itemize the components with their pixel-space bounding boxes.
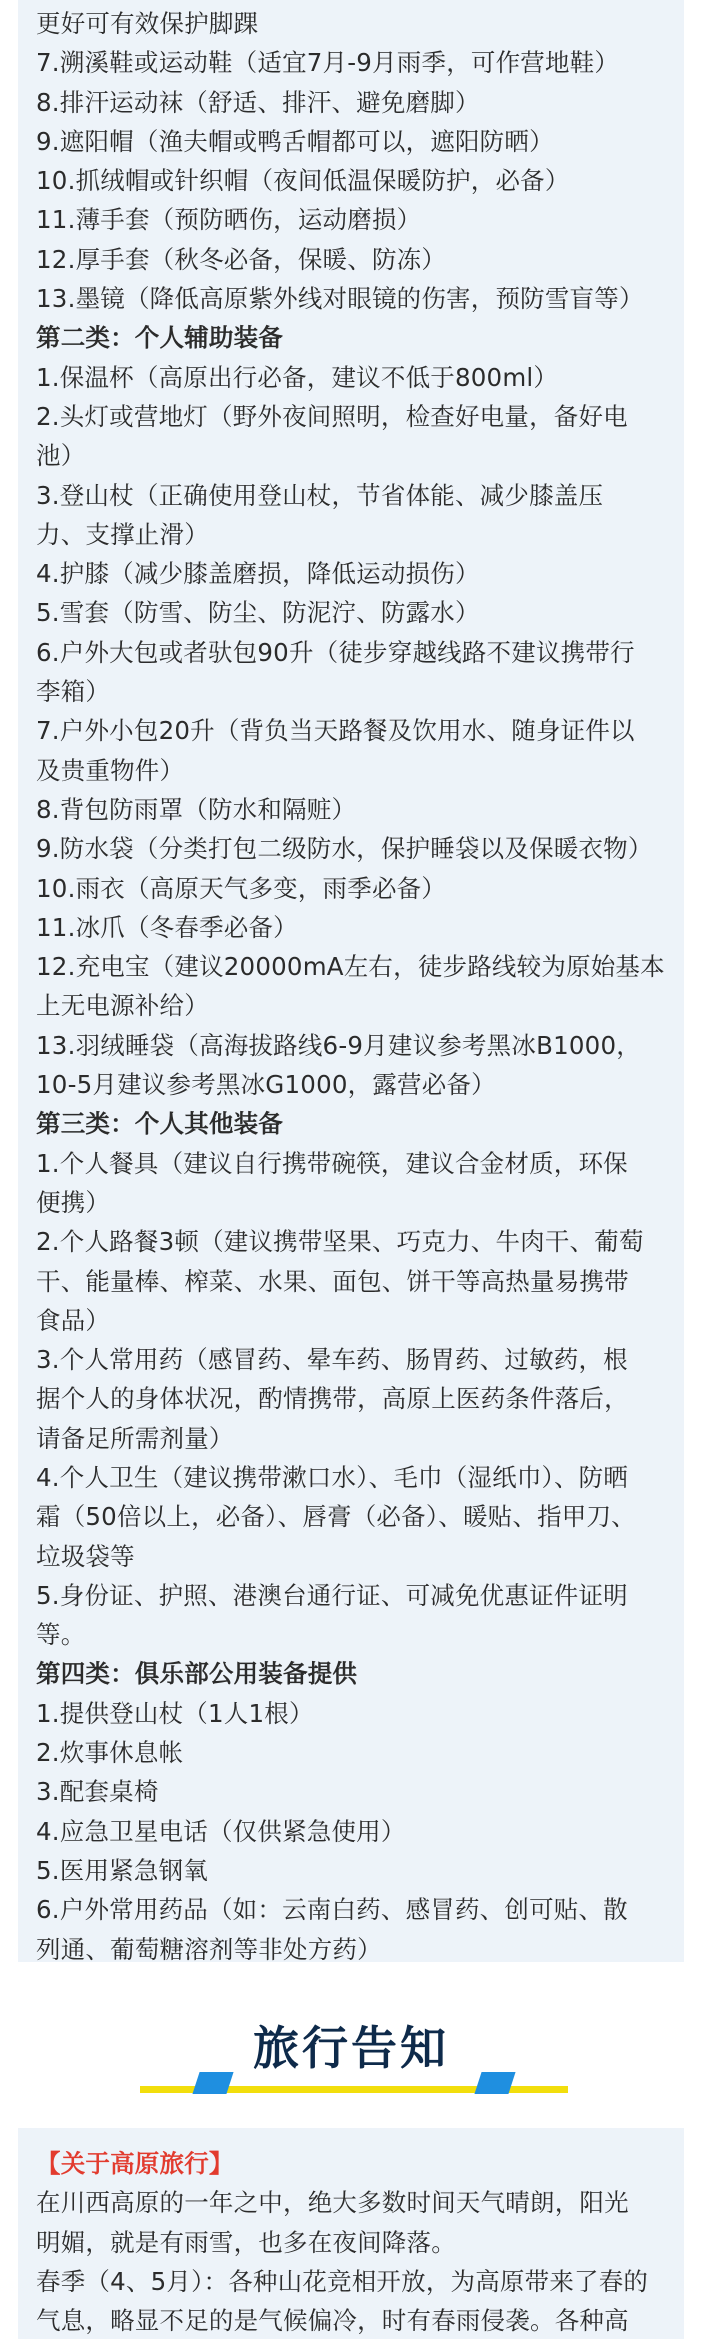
list-line: 13.羽绒睡袋（高海拔路线6-9月建议参考黑冰B1000，	[36, 1030, 641, 1060]
list-line: 8.背包防雨罩（防水和隔赃）	[36, 794, 357, 824]
list-line: 3.个人常用药（感冒药、晕车药、肠胃药、过敏药，根	[36, 1345, 628, 1375]
info-line: 气息，略显不足的是气候偏冷，时有春雨侵袭。各种高	[36, 2306, 629, 2336]
list-line: 8.排汗运动袜（舒适、排汗、避免磨脚）	[36, 87, 480, 117]
list-line: 5.医用紧急钢氧	[36, 1855, 208, 1885]
list-line: 请备足所需剂量）	[36, 1423, 234, 1453]
list-line: 4.个人卫生（建议携带漱口水）、毛巾（湿纸巾）、防晒	[36, 1462, 629, 1492]
list-line: 干、能量棒、榨菜、水果、面包、饼干等高热量易携带	[36, 1266, 629, 1296]
list-line: 霜（50倍以上，必备）、唇膏（必备）、暖贴、指甲刀、	[36, 1502, 636, 1532]
list-line: 12.充电宝（建议20000mA左右，徒步路线较为原始基本	[36, 952, 665, 982]
category-heading: 第三类：个人其他装备	[36, 1109, 283, 1139]
list-line: 1.提供登山杖（1人1根）	[36, 1698, 314, 1728]
list-line: 2.个人路餐3顿（建议携带坚果、巧克力、牛肉干、葡萄	[36, 1227, 644, 1257]
info-line: 明媚，就是有雨雪，也多在夜间降落。	[36, 2227, 456, 2257]
list-line: 力、支撑止滑）	[36, 519, 209, 549]
list-line: 等。	[36, 1620, 86, 1650]
list-line: 4.应急卫星电话（仅供紧急使用）	[36, 1816, 406, 1846]
info-line: 在川西高原的一年之中，绝大多数时间天气晴朗，阳光	[36, 2188, 629, 2218]
list-line: 11.冰爪（冬春季必备）	[36, 912, 298, 942]
list-line: 5.雪套（防雪、防尘、防泥泞、防露水）	[36, 598, 480, 628]
banner-title: 旅行告知	[253, 2021, 449, 2075]
list-line: 9.防水袋（分类打包二级防水，保护睡袋以及保暖衣物）	[36, 834, 653, 864]
list-line: 7.户外小包20升（背负当天路餐及饮用水、随身证件以	[36, 716, 635, 746]
list-line: 更好可有效保护脚踝	[36, 9, 259, 38]
list-line: 11.薄手套（预防晒伤，运动磨损）	[36, 205, 422, 235]
list-line: 3.登山杖（正确使用登山杖，节省体能、减少膝盖压	[36, 480, 604, 510]
list-line: 6.户外常用药品（如：云南白药、感冒药、创可贴、散	[36, 1895, 628, 1925]
info-list	[18, 2128, 684, 2340]
list-line: 垃圾袋等	[36, 1541, 135, 1571]
list-line: 7.溯溪鞋或运动鞋（适宜7月-9月雨季，可作营地鞋）	[36, 48, 620, 78]
list-line: 便携）	[36, 1187, 111, 1217]
list-line: 4.护膝（减少膝盖磨损，降低运动损伤）	[36, 559, 480, 589]
list-line: 1.保温杯（高原出行必备，建议不低于800ml）	[36, 362, 559, 392]
list-line: 列通、葡萄糖溶剂等非处方药）	[36, 1934, 382, 1964]
section-tag: 【关于高原旅行】	[36, 2149, 234, 2178]
list-line: 6.户外大包或者驮包90升（徒步穿越线路不建议携带行	[36, 637, 635, 667]
list-line: 13.墨镜（降低高原紫外线对眼镜的伤害，预防雪盲等）	[36, 284, 644, 314]
list-line: 2.头灯或营地灯（野外夜间照明，检查好电量，备好电	[36, 401, 628, 431]
list-line: 12.厚手套（秋冬必备，保暖、防冻）	[36, 244, 447, 274]
list-line: 10.雨衣（高原天气多变，雨季必备）	[36, 873, 447, 903]
list-line: 5.身份证、护照、港澳台通行证、可减免优惠证件证明	[36, 1580, 628, 1610]
travel-notice-banner	[0, 2008, 702, 2112]
info-line: 春季（4、5月）：各种山花竞相开放，为高原带来了春的	[36, 2266, 649, 2296]
gear-list	[18, 0, 684, 1969]
list-line: 10.抓绒帽或针织帽（夜间低温保暖防护，必备）	[36, 166, 570, 196]
info-panel	[18, 2128, 684, 2339]
list-line: 食品）	[36, 1305, 111, 1335]
list-line: 池）	[36, 441, 86, 471]
gear-list-panel	[18, 0, 684, 1962]
list-line: 3.配套桌椅	[36, 1777, 159, 1807]
list-line: 上无电源补给）	[36, 991, 209, 1021]
list-line: 据个人的身体状况，酌情携带，高原上医药条件落后，	[36, 1384, 629, 1414]
list-line: 9.遮阳帽（渔夫帽或鸭舌帽都可以，遮阳防晒）	[36, 126, 554, 156]
list-line: 李箱）	[36, 677, 111, 707]
list-line: 10-5月建议参考黑冰G1000，露营必备）	[36, 1070, 496, 1100]
category-heading: 第二类：个人辅助装备	[36, 323, 283, 353]
list-line: 及贵重物件）	[36, 755, 185, 785]
list-line: 1.个人餐具（建议自行携带碗筷，建议合金材质，环保	[36, 1148, 628, 1178]
list-line: 2.炊事休息帐	[36, 1738, 184, 1768]
category-heading: 第四类：俱乐部公用装备提供	[36, 1659, 358, 1689]
